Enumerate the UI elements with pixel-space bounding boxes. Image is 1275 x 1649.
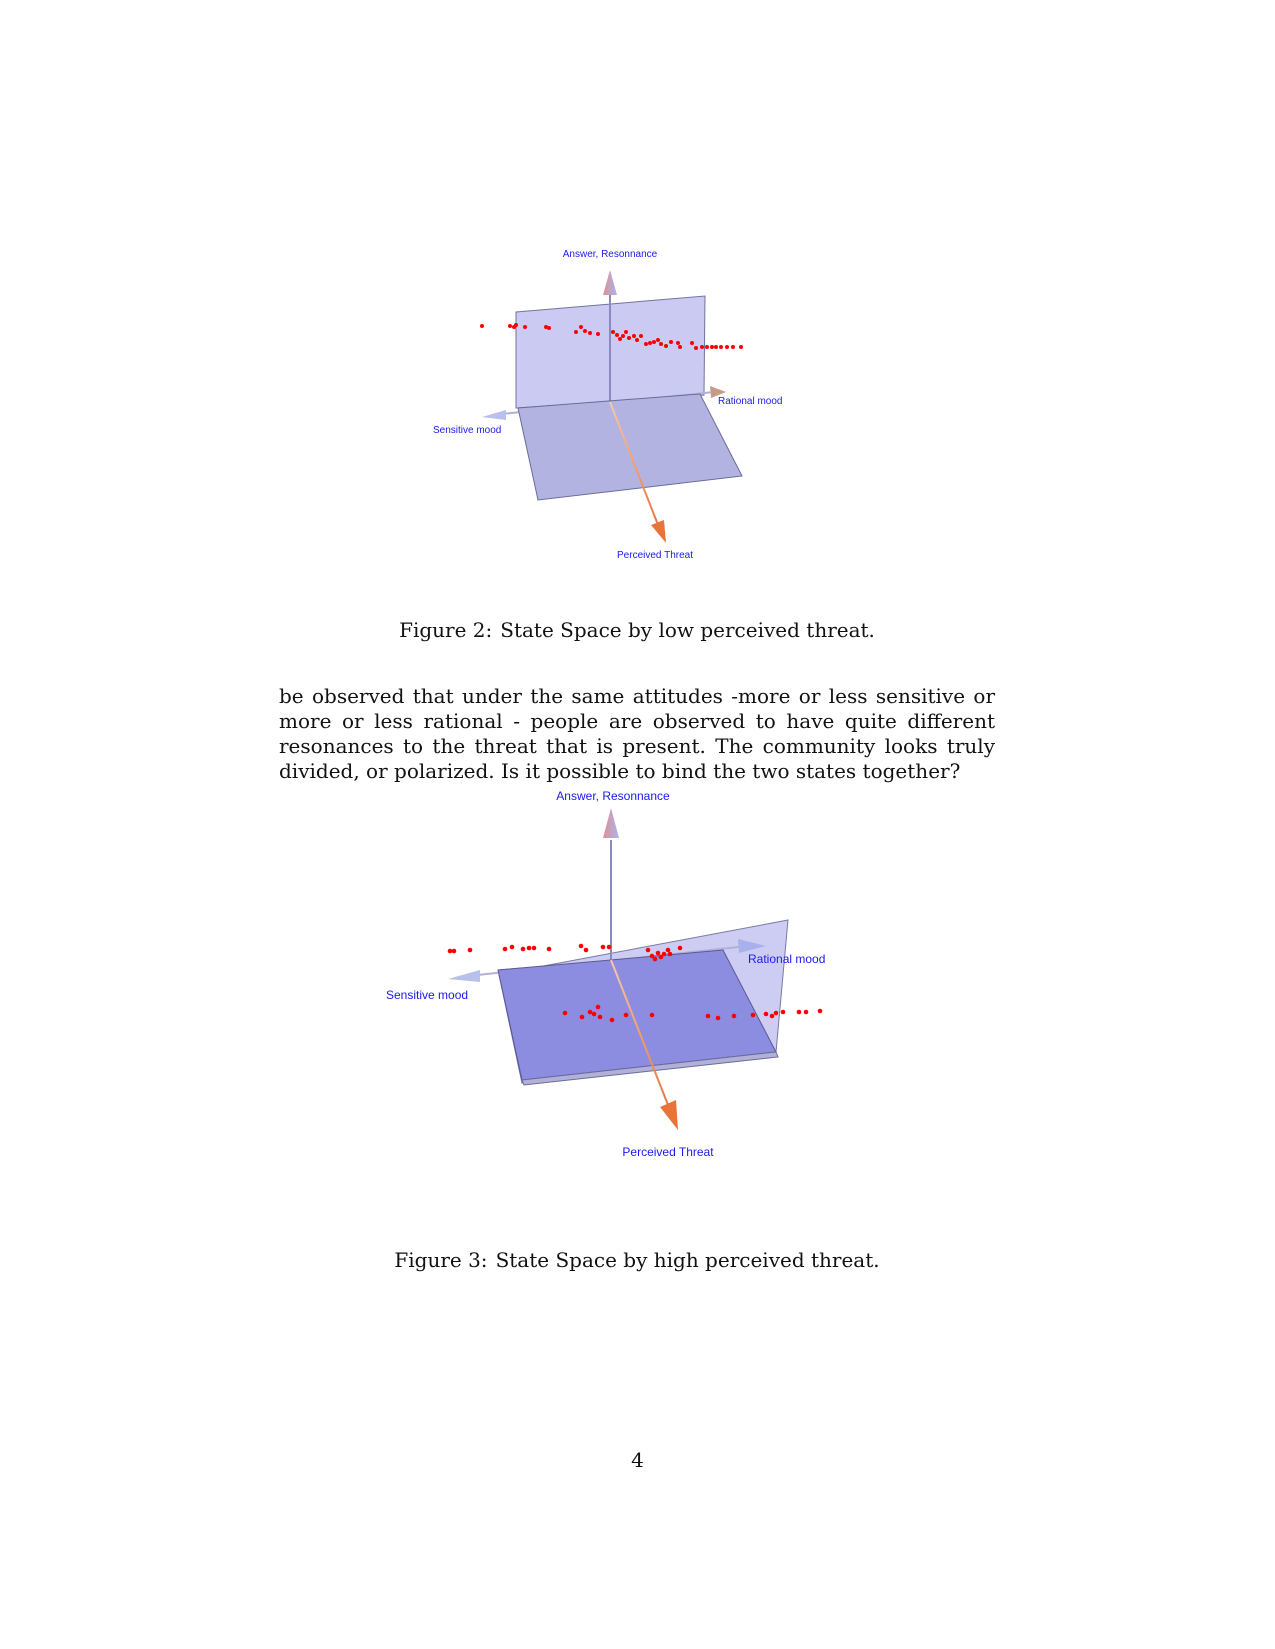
figure-2-plot xyxy=(430,250,820,595)
figure-3-plot xyxy=(386,789,868,1220)
sensitive-arrow xyxy=(448,970,480,982)
figure-2-caption-text: State Space by low perceived threat. xyxy=(500,618,875,642)
figure-3-caption xyxy=(287,1248,987,1272)
label-rational: Rational mood xyxy=(748,952,826,966)
figure-3 xyxy=(386,789,868,1220)
body-paragraph: be observed that under the same attitudes -more or less sensitive or more or less rational - people are observed to have quite different resonances to the threat that is present. The community looks truly divided, or polarized. Is it possible to bind the two states together? xyxy=(279,684,995,783)
label-sensitive: Sensitive mood xyxy=(386,988,469,1002)
label-threat: Perceived Threat xyxy=(622,1145,714,1159)
figure-2 xyxy=(430,250,820,595)
threat-axis-arrow xyxy=(651,520,666,543)
resonance-axis-arrow xyxy=(603,808,619,838)
figure-3-caption-text: State Space by high perceived threat. xyxy=(495,1248,880,1272)
floor-plane xyxy=(518,394,742,500)
figure-2-caption xyxy=(287,618,987,642)
label-threat: Perceived Threat xyxy=(617,550,693,561)
label-resonance: Answer, Resonnance xyxy=(556,789,670,803)
page-number: 4 xyxy=(631,1448,644,1472)
threat-axis-arrow xyxy=(660,1100,678,1130)
sensitive-arrow xyxy=(482,410,506,420)
label-resonance: Answer, Resonnance xyxy=(562,249,658,260)
label-sensitive: Sensitive mood xyxy=(433,425,502,436)
figure-3-caption-label: Figure 3: xyxy=(394,1248,488,1272)
label-rational: Rational mood xyxy=(718,396,783,407)
figure-2-caption-label: Figure 2: xyxy=(399,618,493,642)
resonance-axis-arrow xyxy=(603,270,617,295)
